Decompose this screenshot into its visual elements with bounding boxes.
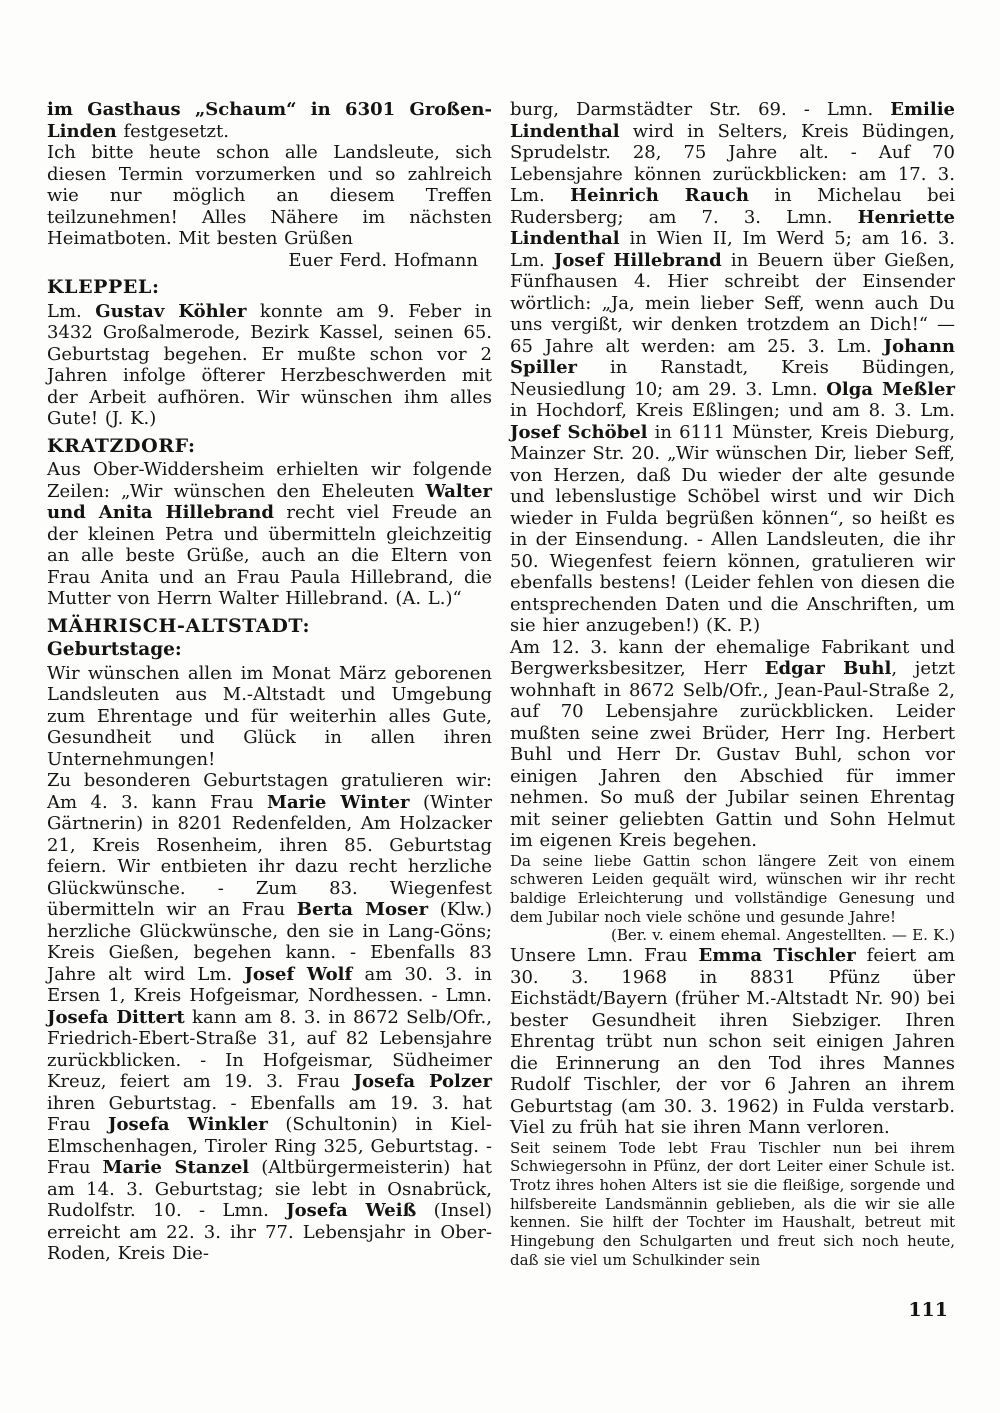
heading-kleppel	[47, 277, 492, 299]
bold-text-run: Emilie Lindenthal	[510, 99, 955, 142]
right-column	[510, 99, 955, 1269]
bold-text-run: Josefa Weiß	[286, 1200, 417, 1221]
text-run: Seit seinem Tode lebt Frau Tischler nun bei ihrem Schwiegersohn in Pfünz, der dort Leiter einer Schule ist. Trotz ihres hohen Alters ist sie die fleißige, sorgende und hilfsbereite Landsmännin geblieben, als die wir sie alle kennen. Sie hilft der Tochter im Haushalt, betreut mit Hingebung den Schulgarten und freut sich noch heute, daß sie viel um Schulkinder sein	[510, 1138, 955, 1269]
text-run: (Ber. v. einem ehemal. Angestellten. — E. K.)	[610, 926, 955, 945]
text-run: Zu besonderen Geburtstagen gratulieren wir: Am 4. 3. kann Frau	[47, 770, 492, 813]
para-geburtstagsliste-fortsetzung	[510, 99, 955, 637]
text-run: in 6111 Münster, Kreis Dieburg, Mainzer Str. 20. „Wir wünschen Dir, lieber Seff, von Herzen, daß Du wieder der alte gesunde und lebenslustige Schöbel wirst und wir Dich wieder in Fulda begrüßen können“, so heißt es in der Einsendung. - Allen Landsleuten, die ihr 50. Wiegenfest feiern können, gratulieren wir ebenfalls bestens! (Leider fehlen von diesen die entsprechenden Daten und die Anschriften, um sie hier anzugeben!) (K. P.)	[510, 421, 956, 636]
text-run: feiert am 30. 3. 1968 in 8831 Pfünz über Eichstädt/Bayern (früher M.-Altstadt Nr. 90) bei bester Gesundheit ihren Siebziger. Ihren Ehrentag trübt nun schon seit einigen Jahren die Erinnerung an den Tod ihres Mannes Rudolf Tischler, der vor 6 Jahren an ihrem Geburtstag (am 30. 3. 1962) in Fulda verstarb. Viel zu früh hat sie ihren Mann verloren.	[510, 945, 955, 1139]
text-run: MÄHRISCH-ALTSTADT:	[47, 614, 311, 637]
subheading-geburtstage	[47, 639, 492, 661]
text-run: (Altbürgermeisterin) hat am 14. 3. Geburtstag; sie lebt in Osnabrück, Rudolfstr. 10. - Lmn.	[47, 1157, 492, 1221]
bold-text-run: Edgar Buhl	[764, 658, 892, 679]
bold-text-run: Josef Hillebrand	[553, 249, 722, 271]
bold-text-run: Josef Schöbel	[510, 421, 648, 443]
text-run: festgesetzt.	[116, 120, 229, 142]
credit-angestellter	[510, 926, 955, 945]
text-run: Wir wünschen allen im Monat März geborenen Landsleuten aus M.-Altstadt und Umgebung zum Ehrentage und für weiterhin alles Gute, Gesundheit und Glück in allen ihren Unternehmungen!	[47, 662, 492, 770]
text-run: Lm.	[47, 300, 96, 322]
bold-text-run: Josef Wolf	[244, 963, 353, 985]
text-run: in Hochdorf, Kreis Eßlingen; und am 8. 3. Lm.	[510, 400, 955, 421]
text-run: Unsere Lmn. Frau	[510, 945, 699, 967]
two-column-layout	[47, 99, 955, 1269]
text-run: kann am 8. 3. in 8672 Selb/Ofr., Friedrich-Ebert-Straße 31, auf 82 Lebensjahre zurückblicken. - In Hofgeismar, Südheimer Kreuz, feiert am 19. 3. Frau	[47, 1006, 492, 1092]
text-run: in Michelau bei Rudersberg; am 7. 3. Lmn.	[510, 185, 956, 228]
para-gasthaus-treffen	[47, 99, 492, 142]
small-para-tischler	[510, 1139, 955, 1270]
text-run: recht viel Freude an der kleinen Petra und übermitteln gleichzeitig an alle beste Grüße, auch an die Eltern von Frau Anita und an Frau Paula Hillebrand, die Mutter von Herrn Walter Hillebrand. (A. L.)“	[47, 502, 492, 609]
text-run: am 30. 3. in Ersen 1, Kreis Hofgeismar, Nordhessen. - Lmn.	[47, 963, 493, 1006]
para-geburtstagsliste	[47, 770, 492, 1265]
bold-text-run: Josefa Polzer	[353, 1071, 492, 1092]
bold-text-run: Emma Tischler	[698, 945, 856, 967]
text-run: (Winter Gärtnerin) in 8201 Redenfelden, Am Holzacker 21, Kreis Rosenheim, ihren 85. Geburtstag feiern. Wir entbieten ihr dazu recht herzliche Glückwünsche. - Zum 83. Wiegenfest übermitteln wir an Frau	[47, 791, 492, 920]
text-run: in Wien II, Im Werd 5; am 16. 3. Lm.	[510, 228, 955, 271]
para-emma-tischler	[510, 945, 955, 1139]
text-run: KLEPPEL:	[47, 276, 160, 298]
text-run: burg, Darmstädter Str. 69. - Lmn.	[510, 99, 891, 120]
bold-text-run: Johann Spiller	[510, 335, 955, 378]
text-run: (Klw.) herzliche Glückwünsche, den sie in Lang-Göns; Kreis Gießen, begehen kann. - Ebenfalls 83 Jahre alt wird Lm.	[47, 899, 492, 985]
text-run: Geburtstage:	[47, 639, 182, 660]
text-run: (Schultonin) in Kiel-Elmschenhagen, Tiroler Ring 325, Geburtstag. - Frau	[47, 1114, 492, 1178]
bold-text-run: Gustav Köhler	[95, 300, 247, 322]
para-einladung	[47, 142, 492, 250]
text-run: (Insel) erreicht am 22. 3. ihr 77. Lebensjahr in Ober-Roden, Kreis Die-	[47, 1200, 492, 1264]
bold-text-run: Marie Winter	[267, 791, 410, 813]
small-para-gattin	[510, 852, 955, 927]
bold-text-run: Heinrich Rauch	[570, 185, 749, 206]
text-run: Ich bitte heute schon alle Landsleute, sich diesen Termin vorzumerken und so zahlreich wie nur möglich an diesem Treffen teilzunehmen! Alles Nähere im nächsten Heimatboten. Mit besten Grüßen	[47, 142, 492, 249]
text-run: Euer Ferd. Hofmann	[288, 249, 478, 271]
bold-text-run: Henriette Lindenthal	[510, 206, 955, 249]
para-maerz-glueckwunsch	[47, 663, 492, 771]
signature-hofmann	[47, 250, 492, 272]
text-run: , jetzt wohnhaft in 8672 Selb/Ofr., Jean-Paul-Straße 2, auf 70 Lebensjahre zurückblicken. Leider mußten seine zwei Brüder, Herr Ing. Herbert Buhl und Herr Dr. Gustav Buhl, schon vor einigen Jahren den Abschied für immer nehmen. So muß der Jubilar seinen Ehrentag mit seiner geliebten Gattin und Sohn Helmut im eigenen Kreis begehen.	[510, 658, 955, 851]
para-edgar-buhl	[510, 637, 955, 852]
text-run: konnte am 9. Feber in 3432 Großalmerode, Bezirk Kassel, seinen 65. Geburtstag begehen. Er mußte schon vor 2 Jahren infolge öfterer Herzbeschwerden mit der Arbeit aufhören. Wir wünschen ihm alles Gute! (J. K.)	[47, 300, 492, 429]
bold-text-run: Berta Moser	[296, 899, 429, 920]
text-run: wird in Selters, Kreis Büdingen, Sprudelstr. 28, 75 Jahre alt. - Auf 70 Lebensjahre können zurückblicken: am 17. 3. Lm.	[510, 120, 955, 206]
page-number: 111	[908, 1299, 948, 1321]
bold-text-run: Marie Stanzel	[102, 1157, 250, 1178]
bold-text-run: Josefa Dittert	[47, 1006, 185, 1028]
bold-text-run: Josefa Winkler	[108, 1114, 268, 1135]
text-run: Aus Ober-Widdersheim erhielten wir folgende Zeilen: „Wir wünschen den Eheleuten	[47, 459, 492, 502]
para-kleppel	[47, 301, 492, 430]
left-column	[47, 99, 492, 1269]
text-run: Am 12. 3. kann der ehemalige Fabrikant und Bergwerksbesitzer, Herr	[510, 636, 955, 679]
text-run: KRATZDORF:	[47, 434, 196, 457]
bold-text-run: Walter und Anita Hillebrand	[47, 480, 492, 523]
bold-text-run: im Gasthaus „Schaum“ in 6301 Großen-Linden	[47, 99, 492, 142]
heading-maehrisch-altstadt	[47, 616, 492, 638]
para-kratzdorf	[47, 459, 492, 610]
text-run: ihren Geburtstag. - Ebenfalls am 19. 3. hat Frau	[47, 1092, 492, 1135]
text-run: in Beuern über Gießen, Fünfhausen 4. Hier schreibt der Einsender wörtlich: „Ja, mein lieber Seff, wenn auch Du uns vergißt, wir denken trotzdem an Dich!“ — 65 Jahre alt werden: am 25. 3. Lm.	[510, 249, 956, 357]
heading-kratzdorf	[47, 436, 492, 458]
bold-text-run: Olga Meßler	[826, 378, 955, 400]
text-run: Da seine liebe Gattin schon längere Zeit von einem schweren Leiden gequält wird, wünschen wir ihr recht baldige Erleichterung und vollständige Genesung und dem Jubilar noch viele schöne und gesunde Jahre!	[510, 851, 955, 926]
text-run: in Ranstadt, Kreis Büdingen, Neusiedlung 10; am 29. 3. Lmn.	[510, 357, 955, 400]
